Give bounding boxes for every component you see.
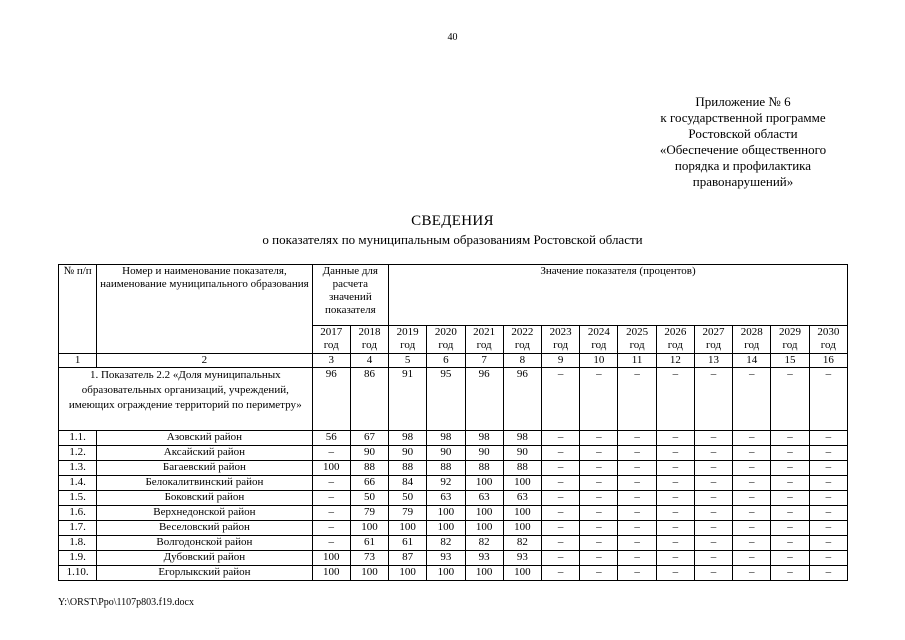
row-value: – <box>694 551 732 566</box>
row-value: – <box>580 551 618 566</box>
indicator-value: – <box>809 368 847 431</box>
column-number: 13 <box>694 354 732 368</box>
indicator-value: 96 <box>312 368 350 431</box>
row-value: 67 <box>350 431 388 446</box>
indicator-name: 1. Показатель 2.2 «Доля муниципальных образовательных организаций, учреждений, имеющих ограждение территорий по периметру» <box>59 368 313 431</box>
row-value: – <box>618 476 656 491</box>
row-value: – <box>733 521 771 536</box>
table-row <box>59 521 848 536</box>
row-value: 100 <box>312 566 350 581</box>
row-number: 1.9. <box>59 551 97 566</box>
row-value: – <box>580 506 618 521</box>
row-value: – <box>618 551 656 566</box>
row-value: – <box>656 461 694 476</box>
column-number: 7 <box>465 354 503 368</box>
row-value: – <box>542 431 580 446</box>
row-value: – <box>694 566 732 581</box>
row-value: 98 <box>503 431 541 446</box>
row-value: 84 <box>389 476 427 491</box>
header-year-suffix: год <box>820 339 836 351</box>
row-value: 100 <box>389 566 427 581</box>
row-value: – <box>809 476 847 491</box>
row-value: – <box>771 491 809 506</box>
header-year <box>809 326 847 354</box>
header-year-value: 2029 <box>779 326 802 338</box>
row-value: – <box>694 431 732 446</box>
appendix-line: порядка и профилактика <box>674 158 812 173</box>
row-value: – <box>733 446 771 461</box>
row-value: 100 <box>350 566 388 581</box>
header-year-value: 2022 <box>511 326 534 338</box>
row-value: 100 <box>389 521 427 536</box>
row-value: 100 <box>427 521 465 536</box>
row-value: – <box>733 536 771 551</box>
row-number: 1.6. <box>59 506 97 521</box>
column-number: 11 <box>618 354 656 368</box>
table-row <box>59 491 848 506</box>
row-number: 1.10. <box>59 566 97 581</box>
row-value: – <box>656 446 694 461</box>
header-year <box>618 326 656 354</box>
column-number: 10 <box>580 354 618 368</box>
header-year-value: 2027 <box>702 326 725 338</box>
row-value: – <box>580 566 618 581</box>
row-number: 1.4. <box>59 476 97 491</box>
indicator-value: 96 <box>503 368 541 431</box>
row-value: – <box>733 551 771 566</box>
row-value: 82 <box>427 536 465 551</box>
header-year-value: 2028 <box>740 326 763 338</box>
appendix-line: «Обеспечение общественного <box>659 142 827 157</box>
document-title: СВЕДЕНИЯ <box>411 213 494 229</box>
table-row <box>59 536 848 551</box>
row-value: – <box>312 536 350 551</box>
row-value: – <box>618 566 656 581</box>
header-year-suffix: год <box>553 339 569 351</box>
row-number: 1.3. <box>59 461 97 476</box>
row-value: – <box>694 461 732 476</box>
header-year <box>389 326 427 354</box>
header-base-data: Данные для расчета значений показателя <box>312 265 388 326</box>
header-year <box>427 326 465 354</box>
row-value: – <box>694 521 732 536</box>
indicator-value: – <box>733 368 771 431</box>
row-value: – <box>694 506 732 521</box>
header-year-suffix: год <box>744 339 760 351</box>
row-value: – <box>656 551 694 566</box>
row-value: 100 <box>427 566 465 581</box>
row-value: 100 <box>503 506 541 521</box>
row-value: – <box>618 431 656 446</box>
district-name: Верхнедонской район <box>97 506 312 521</box>
header-year-value: 2018 <box>358 326 381 338</box>
row-value: 100 <box>465 506 503 521</box>
row-value: – <box>733 566 771 581</box>
column-number: 5 <box>389 354 427 368</box>
row-value: 63 <box>503 491 541 506</box>
row-value: – <box>733 461 771 476</box>
header-num: № п/п <box>59 265 97 354</box>
row-number: 1.2. <box>59 446 97 461</box>
row-value: 100 <box>350 521 388 536</box>
row-value: 50 <box>350 491 388 506</box>
row-number: 1.7. <box>59 521 97 536</box>
district-name: Аксайский район <box>97 446 312 461</box>
file-path: Y:\ORST\Ppo\1107p803.f19.docx <box>58 597 194 608</box>
indicator-value: 96 <box>465 368 503 431</box>
row-value: – <box>771 431 809 446</box>
row-value: 79 <box>350 506 388 521</box>
indicator-value: – <box>542 368 580 431</box>
row-value: 98 <box>465 431 503 446</box>
indicator-value: 86 <box>350 368 388 431</box>
row-value: 88 <box>427 461 465 476</box>
row-value: – <box>542 476 580 491</box>
row-value: – <box>656 566 694 581</box>
header-year-value: 2019 <box>396 326 419 338</box>
row-value: 73 <box>350 551 388 566</box>
column-number: 14 <box>733 354 771 368</box>
header-year <box>503 326 541 354</box>
row-value: – <box>694 446 732 461</box>
header-year <box>771 326 809 354</box>
row-value: – <box>809 461 847 476</box>
row-value: – <box>580 491 618 506</box>
row-value: 56 <box>312 431 350 446</box>
column-numbers-row <box>59 354 848 368</box>
row-value: 88 <box>503 461 541 476</box>
appendix-line: к государственной программе <box>660 110 826 125</box>
row-value: 100 <box>465 566 503 581</box>
row-value: 87 <box>389 551 427 566</box>
row-value: 61 <box>350 536 388 551</box>
row-value: – <box>733 491 771 506</box>
row-value: 88 <box>350 461 388 476</box>
row-value: – <box>618 461 656 476</box>
row-value: 100 <box>503 521 541 536</box>
district-name: Боковский район <box>97 491 312 506</box>
row-value: – <box>771 566 809 581</box>
row-value: 88 <box>465 461 503 476</box>
row-value: 90 <box>465 446 503 461</box>
district-name: Азовский район <box>97 431 312 446</box>
header-year <box>733 326 771 354</box>
district-name: Багаевский район <box>97 461 312 476</box>
table-row <box>59 461 848 476</box>
column-number: 3 <box>312 354 350 368</box>
row-value: – <box>580 521 618 536</box>
row-value: – <box>618 506 656 521</box>
row-value: – <box>656 491 694 506</box>
indicator-value: – <box>618 368 656 431</box>
row-value: – <box>809 551 847 566</box>
row-value: 100 <box>465 476 503 491</box>
row-value: 92 <box>427 476 465 491</box>
document-subtitle: о показателях по муниципальным образованиям Ростовской области <box>262 232 643 247</box>
indicators-table <box>58 264 848 581</box>
row-value: – <box>580 536 618 551</box>
appendix-line: правонарушений» <box>692 174 794 189</box>
district-name: Белокалитвинский район <box>97 476 312 491</box>
row-value: – <box>809 566 847 581</box>
row-value: 93 <box>427 551 465 566</box>
row-value: – <box>733 431 771 446</box>
row-value: – <box>694 491 732 506</box>
row-value: 82 <box>503 536 541 551</box>
appendix-line: Приложение № 6 <box>695 94 791 109</box>
row-value: 88 <box>389 461 427 476</box>
indicator-value: – <box>580 368 618 431</box>
column-number: 2 <box>97 354 312 368</box>
header-year <box>656 326 694 354</box>
row-value: – <box>656 536 694 551</box>
header-year-suffix: год <box>476 339 492 351</box>
row-value: – <box>542 566 580 581</box>
table-row <box>59 431 848 446</box>
row-value: 100 <box>427 506 465 521</box>
row-value: – <box>809 431 847 446</box>
header-year <box>580 326 618 354</box>
row-value: – <box>809 491 847 506</box>
header-year-value: 2023 <box>549 326 572 338</box>
row-value: 63 <box>465 491 503 506</box>
indicator-value: – <box>694 368 732 431</box>
indicator-row <box>59 368 848 431</box>
column-number: 16 <box>809 354 847 368</box>
header-year-suffix: год <box>629 339 645 351</box>
row-value: – <box>580 431 618 446</box>
row-value: – <box>618 536 656 551</box>
appendix-header <box>632 94 854 190</box>
header-year-value: 2017 <box>320 326 343 338</box>
row-value: – <box>771 551 809 566</box>
row-value: 61 <box>389 536 427 551</box>
district-name: Веселовский район <box>97 521 312 536</box>
row-value: 100 <box>312 461 350 476</box>
row-value: – <box>618 491 656 506</box>
header-year-value: 2021 <box>473 326 496 338</box>
row-value: 50 <box>389 491 427 506</box>
row-value: – <box>312 506 350 521</box>
row-value: – <box>809 536 847 551</box>
header-name: Номер и наименование показателя, наименование муниципального образования <box>97 265 312 354</box>
header-year-suffix: год <box>400 339 416 351</box>
column-number: 12 <box>656 354 694 368</box>
row-value: 66 <box>350 476 388 491</box>
row-value: 100 <box>503 566 541 581</box>
row-value: – <box>771 446 809 461</box>
table-row <box>59 446 848 461</box>
district-name: Волгодонской район <box>97 536 312 551</box>
header-year-suffix: год <box>706 339 722 351</box>
row-value: – <box>656 506 694 521</box>
row-value: – <box>542 521 580 536</box>
appendix-line: Ростовской области <box>688 126 798 141</box>
header-year-value: 2025 <box>626 326 649 338</box>
header-year <box>350 326 388 354</box>
header-year-value: 2030 <box>817 326 840 338</box>
row-value: 63 <box>427 491 465 506</box>
indicator-value: – <box>656 368 694 431</box>
row-value: 90 <box>389 446 427 461</box>
page-number: 40 <box>447 32 458 43</box>
column-number: 1 <box>59 354 97 368</box>
indicator-value: 95 <box>427 368 465 431</box>
row-value: 100 <box>503 476 541 491</box>
row-value: – <box>312 491 350 506</box>
row-value: – <box>694 536 732 551</box>
row-value: – <box>312 446 350 461</box>
row-value: – <box>580 461 618 476</box>
column-number: 4 <box>350 354 388 368</box>
row-value: – <box>694 476 732 491</box>
row-value: 90 <box>350 446 388 461</box>
row-value: 82 <box>465 536 503 551</box>
row-value: – <box>618 521 656 536</box>
row-value: – <box>809 446 847 461</box>
header-year-suffix: год <box>514 339 530 351</box>
header-year-value: 2020 <box>434 326 457 338</box>
row-value: – <box>771 536 809 551</box>
header-year-value: 2026 <box>664 326 687 338</box>
row-value: – <box>542 551 580 566</box>
row-value: – <box>809 506 847 521</box>
table-row <box>59 476 848 491</box>
row-value: – <box>542 446 580 461</box>
row-value: – <box>542 506 580 521</box>
row-value: – <box>771 461 809 476</box>
row-value: 79 <box>389 506 427 521</box>
table-row <box>59 551 848 566</box>
header-year-suffix: год <box>591 339 607 351</box>
header-year <box>542 326 580 354</box>
row-value: – <box>771 506 809 521</box>
table-row <box>59 506 848 521</box>
row-value: 98 <box>427 431 465 446</box>
row-value: – <box>809 521 847 536</box>
row-value: – <box>656 431 694 446</box>
row-value: – <box>771 521 809 536</box>
row-value: 98 <box>389 431 427 446</box>
district-name: Егорлыкский район <box>97 566 312 581</box>
indicator-value: 91 <box>389 368 427 431</box>
district-name: Дубовский район <box>97 551 312 566</box>
row-value: – <box>733 476 771 491</box>
row-number: 1.8. <box>59 536 97 551</box>
row-value: 93 <box>503 551 541 566</box>
row-value: – <box>656 521 694 536</box>
row-value: – <box>618 446 656 461</box>
header-year-value: 2024 <box>587 326 610 338</box>
row-value: 93 <box>465 551 503 566</box>
row-value: – <box>312 521 350 536</box>
header-year-suffix: год <box>782 339 798 351</box>
row-value: – <box>733 506 771 521</box>
header-year-suffix: год <box>361 339 377 351</box>
row-value: 100 <box>312 551 350 566</box>
table-row <box>59 566 848 581</box>
indicator-value: – <box>771 368 809 431</box>
row-value: – <box>542 491 580 506</box>
row-value: 90 <box>503 446 541 461</box>
row-value: 100 <box>465 521 503 536</box>
row-value: – <box>542 536 580 551</box>
header-year-suffix: год <box>323 339 339 351</box>
header-year-suffix: год <box>438 339 454 351</box>
header-year <box>312 326 350 354</box>
row-value: – <box>542 461 580 476</box>
header-value-group: Значение показателя (процентов) <box>389 265 848 326</box>
header-year <box>465 326 503 354</box>
row-number: 1.5. <box>59 491 97 506</box>
row-value: – <box>312 476 350 491</box>
header-year <box>694 326 732 354</box>
row-value: – <box>580 446 618 461</box>
column-number: 9 <box>542 354 580 368</box>
column-number: 8 <box>503 354 541 368</box>
column-number: 6 <box>427 354 465 368</box>
row-value: 90 <box>427 446 465 461</box>
column-number: 15 <box>771 354 809 368</box>
row-value: – <box>656 476 694 491</box>
row-number: 1.1. <box>59 431 97 446</box>
header-year-suffix: год <box>667 339 683 351</box>
row-value: – <box>771 476 809 491</box>
row-value: – <box>580 476 618 491</box>
